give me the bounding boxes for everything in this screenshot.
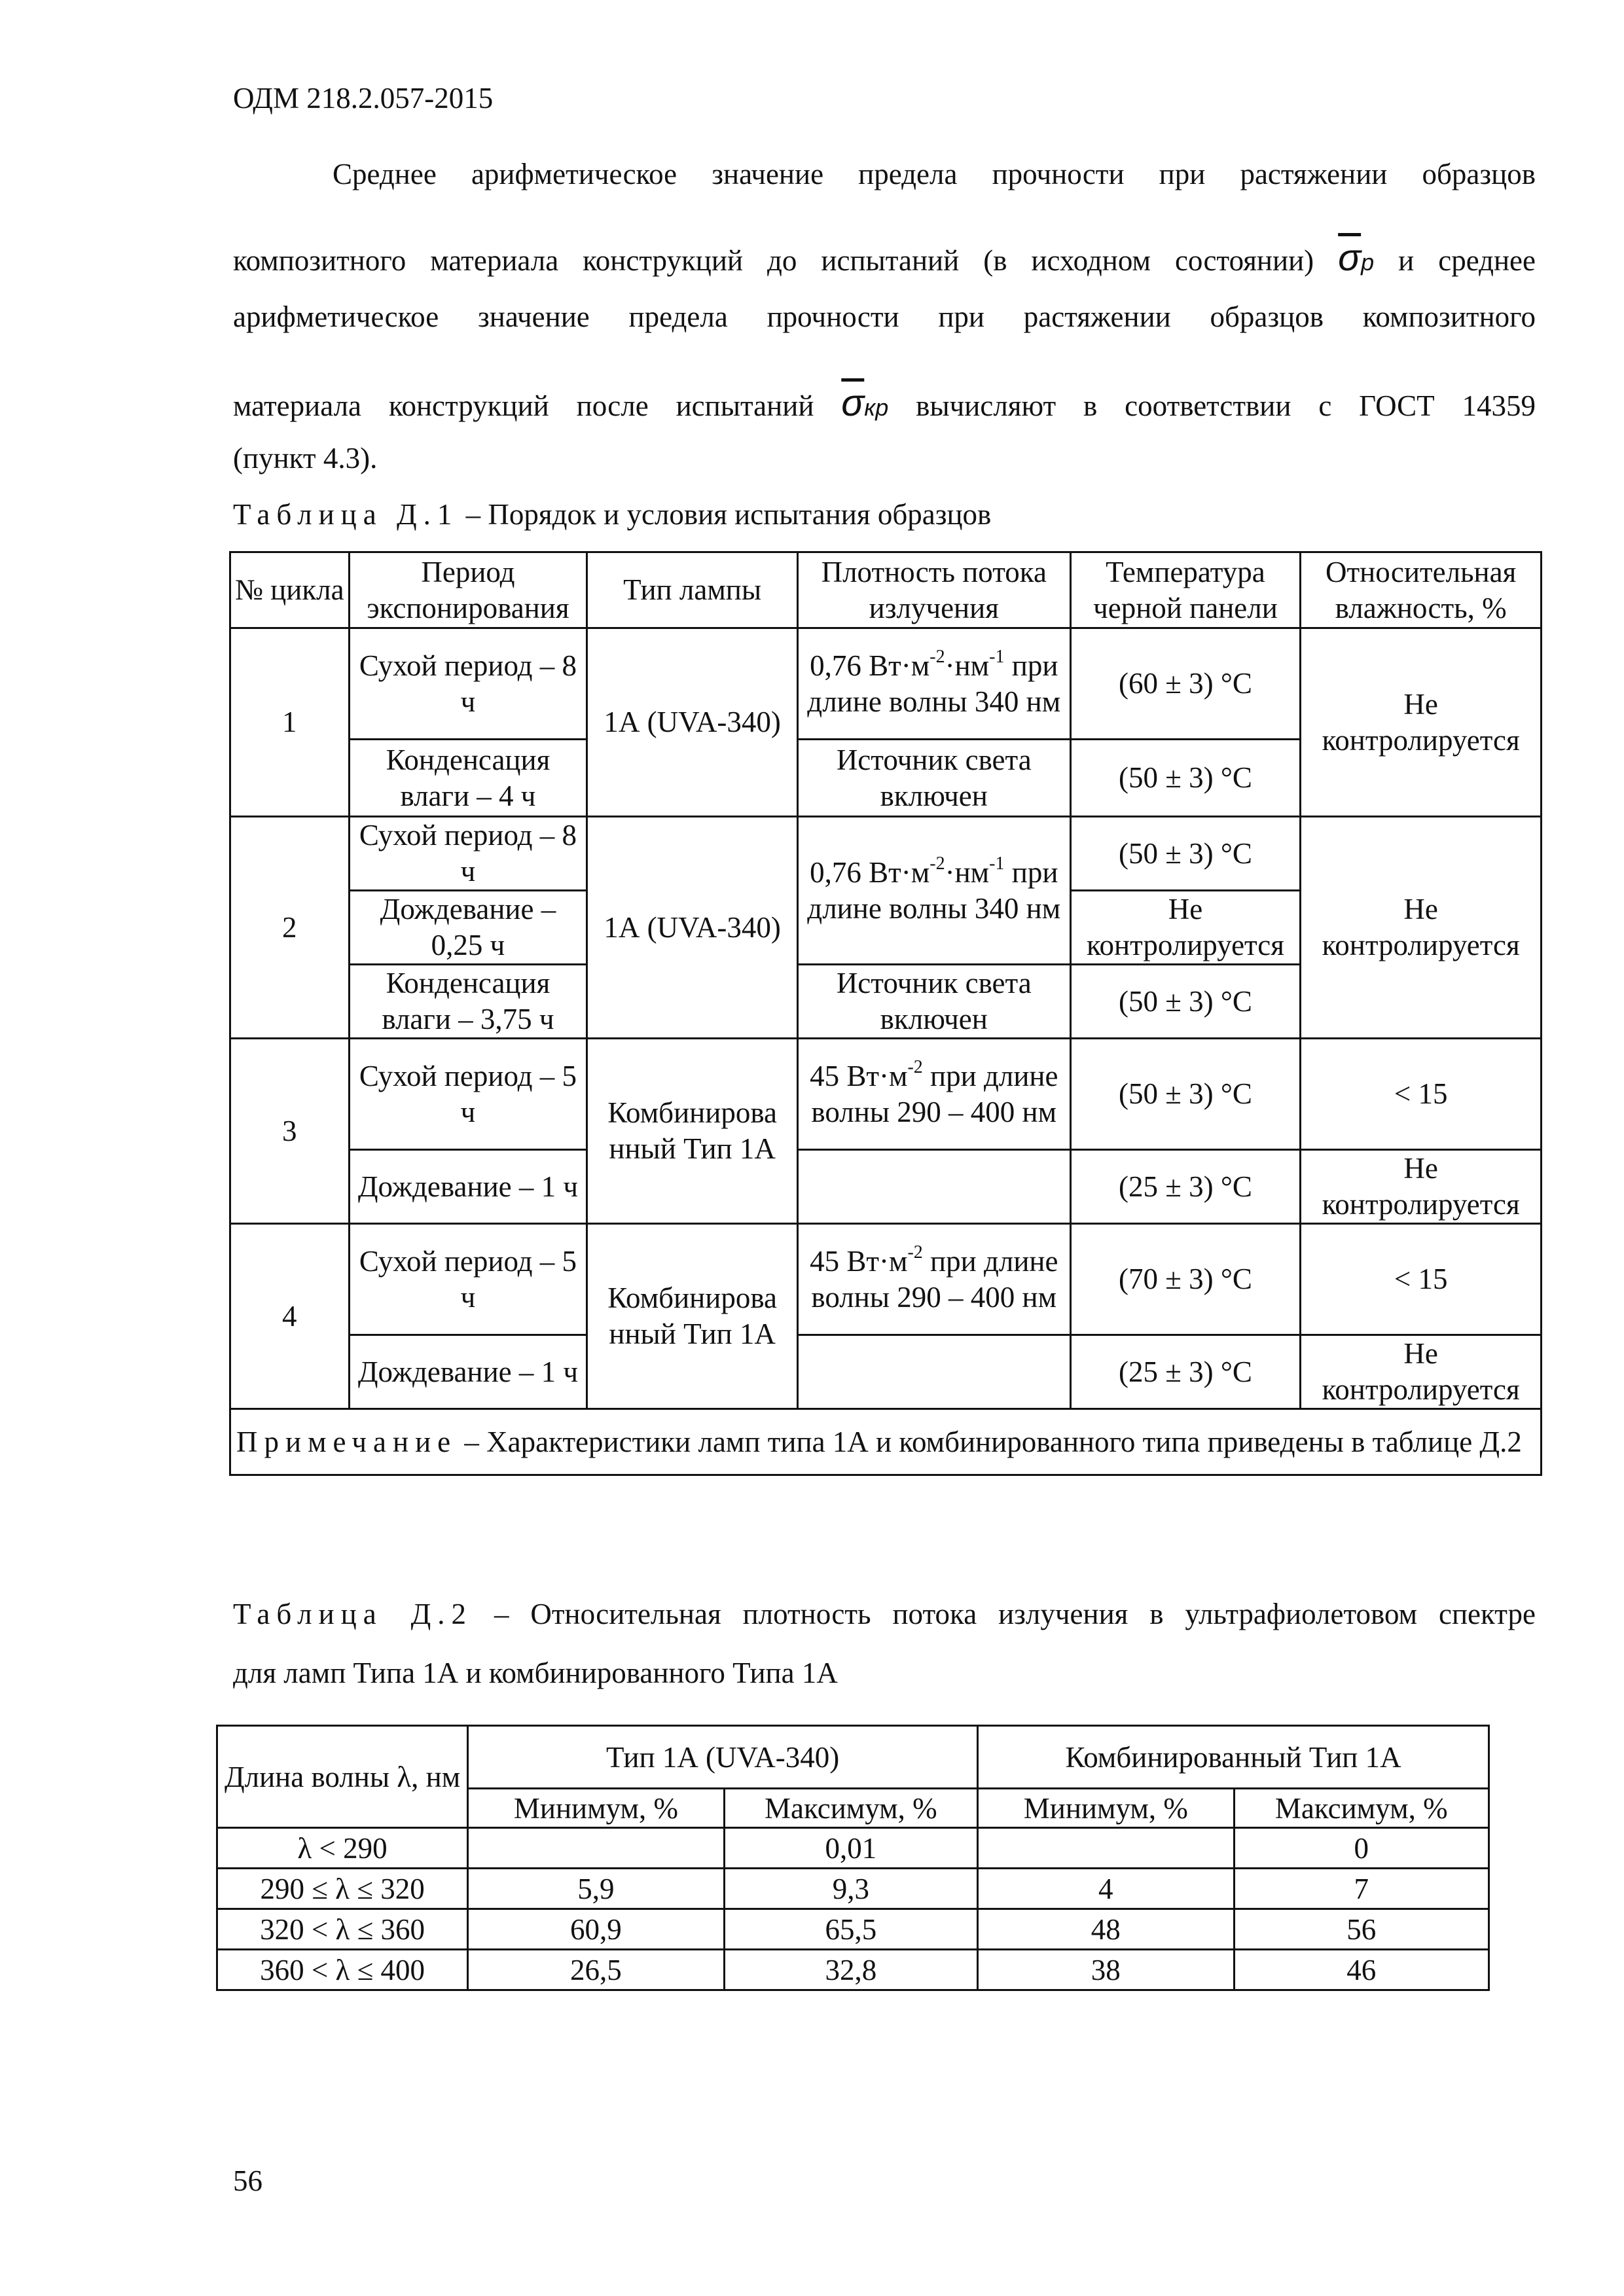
- wavelength-cell: 360 < λ ≤ 400: [217, 1950, 468, 1990]
- flux-cell-empty: [797, 1335, 1070, 1409]
- header-wavelength: Длина волны λ, нм: [217, 1726, 468, 1828]
- sigma-kp-formula: $\overline{\sigma}кр$: [841, 382, 889, 424]
- wavelength-cell: 320 < λ ≤ 360: [217, 1909, 468, 1950]
- table-row: [230, 1150, 1542, 1224]
- table-row: [230, 817, 1542, 891]
- table2-caption-text: – Относительная плотность потока излучения в ультрафиолетовом спектре: [494, 1598, 1536, 1630]
- period-cell: Сухой период – 5 ч: [349, 1039, 587, 1150]
- period-cell: Дождевание – 1 ч: [349, 1150, 587, 1224]
- table-d2: [216, 1725, 1490, 1991]
- value-cell: 26,5: [468, 1950, 724, 1990]
- paragraph-text: вычисляют в соответствии с ГОСТ 14359: [916, 389, 1536, 422]
- header-flux: Плотность потока излучения: [797, 552, 1070, 628]
- wavelength-cell: 290 ≤ λ ≤ 320: [217, 1869, 468, 1909]
- paragraph-line-4: [233, 381, 1536, 425]
- header-max: Максимум, %: [724, 1789, 977, 1828]
- table-row: [230, 1335, 1542, 1409]
- page-number: 56: [233, 2164, 262, 2197]
- value-cell: 48: [978, 1909, 1234, 1950]
- note-text: – Характеристики ламп типа 1А и комбинированного типа приведены в таблице Д.2: [464, 1426, 1522, 1458]
- cycle-number: 1: [230, 628, 350, 817]
- value-cell: 0,01: [724, 1828, 977, 1869]
- period-cell: Сухой период – 8 ч: [349, 628, 587, 740]
- value-cell: 38: [978, 1950, 1234, 1990]
- humidity-cell: < 15: [1301, 1224, 1542, 1335]
- temperature-cell: (50 ± 3) °С: [1070, 965, 1301, 1039]
- temperature-cell: (50 ± 3) °С: [1070, 1039, 1301, 1150]
- period-cell: Дождевание – 1 ч: [349, 1335, 587, 1409]
- humidity-cell: Не контролируется: [1301, 1335, 1542, 1409]
- header-cycle: № цикла: [230, 552, 350, 628]
- table-row: [217, 1869, 1489, 1909]
- value-cell: 60,9: [468, 1909, 724, 1950]
- value-cell: 46: [1234, 1950, 1489, 1990]
- paragraph-text: материала конструкций после испытаний: [233, 389, 814, 422]
- sigma-p-formula: $\overline{\sigma}р$: [1338, 236, 1375, 279]
- note-label: Примечание: [236, 1426, 458, 1458]
- header-humidity: Относительная влажность, %: [1301, 552, 1542, 628]
- temperature-cell: (50 ± 3) °С: [1070, 817, 1301, 891]
- flux-cell: Источник света включен: [797, 965, 1070, 1039]
- paragraph-line-1: [233, 157, 1536, 191]
- flux-cell-empty: [797, 1150, 1070, 1224]
- period-cell: Конденсация влаги – 4 ч: [349, 740, 587, 817]
- value-cell: 7: [1234, 1869, 1489, 1909]
- value-cell: 56: [1234, 1909, 1489, 1950]
- wavelength-cell: λ < 290: [217, 1828, 468, 1869]
- humidity-cell: Не контролируется: [1301, 817, 1542, 1039]
- temperature-cell: (60 ± 3) °С: [1070, 628, 1301, 740]
- flux-cell: 45 $Вт\cdot м^{-2}$ при длине волны 290 – 400 нм: [797, 1039, 1070, 1150]
- table-row: [217, 1950, 1489, 1990]
- table2-caption-line-2: для ламп Типа 1А и комбинированного Типа 1А: [233, 1657, 838, 1689]
- paragraph-text: композитного материала конструкций до испытаний (в исходном состоянии): [233, 244, 1314, 277]
- flux-cell: Источник света включен: [797, 740, 1070, 817]
- lamp-cell: Комбинирова нный Тип 1А: [587, 1039, 798, 1224]
- period-cell: Сухой период – 8 ч: [349, 817, 587, 891]
- humidity-cell: < 15: [1301, 1039, 1542, 1150]
- paragraph-line-5: [233, 441, 1536, 475]
- table-row: [217, 1909, 1489, 1950]
- table-row: [230, 1039, 1542, 1150]
- temperature-cell: (70 ± 3) °С: [1070, 1224, 1301, 1335]
- temperature-cell: Не контролируется: [1070, 891, 1301, 965]
- table-d1: [229, 551, 1542, 1476]
- header-period: Период экспонирования: [349, 552, 587, 628]
- value-cell: 0: [1234, 1828, 1489, 1869]
- lamp-cell: 1А (UVA-340): [587, 817, 798, 1039]
- value-cell: 65,5: [724, 1909, 977, 1950]
- cycle-number: 3: [230, 1039, 350, 1224]
- humidity-cell: Не контролируется: [1301, 628, 1542, 817]
- header-temperature: Температура черной панели: [1070, 552, 1301, 628]
- period-cell: Конденсация влаги – 3,75 ч: [349, 965, 587, 1039]
- period-cell: Дождевание – 0,25 ч: [349, 891, 587, 965]
- table1-note-row: [230, 1409, 1542, 1475]
- cycle-number: 4: [230, 1224, 350, 1409]
- table1-note: [230, 1409, 1542, 1475]
- header-min: Минимум, %: [468, 1789, 724, 1828]
- table-row: [230, 628, 1542, 740]
- cycle-number: 2: [230, 817, 350, 1039]
- humidity-cell: Не контролируется: [1301, 1150, 1542, 1224]
- header-min: Минимум, %: [978, 1789, 1234, 1828]
- paragraph-text: и среднее: [1398, 244, 1536, 277]
- value-cell: 4: [978, 1869, 1234, 1909]
- table1-caption-text: – Порядок и условия испытания образцов: [465, 498, 992, 531]
- value-cell: 32,8: [724, 1950, 977, 1990]
- table1-header-row: [230, 552, 1542, 628]
- table2-caption-line-1: [233, 1597, 1536, 1631]
- temperature-cell: (25 ± 3) °С: [1070, 1335, 1301, 1409]
- table2-header-row: [217, 1726, 1489, 1789]
- header-type-1a: Тип 1А (UVA-340): [468, 1726, 978, 1789]
- header-max: Максимум, %: [1234, 1789, 1489, 1828]
- table-row: [230, 1224, 1542, 1335]
- table2-caption-label: Таблица Д.2: [233, 1598, 473, 1630]
- flux-cell: 45 $Вт\cdot м^{-2}$ при длине волны 290 – 400 нм: [797, 1224, 1070, 1335]
- paragraph-line-2: [233, 236, 1536, 279]
- temperature-cell: (25 ± 3) °С: [1070, 1150, 1301, 1224]
- value-cell: [978, 1828, 1234, 1869]
- value-cell: [468, 1828, 724, 1869]
- flux-cell: 0,76 $Вт\cdot м^{-2}\cdot нм^{-1}$ при длине волны 340 нм: [797, 628, 1070, 740]
- table1-caption: [233, 497, 991, 531]
- header-lamp: Тип лампы: [587, 552, 798, 628]
- period-cell: Сухой период – 5 ч: [349, 1224, 587, 1335]
- value-cell: 5,9: [468, 1869, 724, 1909]
- paragraph-text: (пункт 4.3).: [233, 442, 378, 475]
- lamp-cell: 1А (UVA-340): [587, 628, 798, 817]
- paragraph-line-3: [233, 300, 1536, 334]
- flux-cell: 0,76 $Вт\cdot м^{-2}\cdot нм^{-1}$ при длине волны 340 нм: [797, 817, 1070, 965]
- paragraph-text: Среднее арифметическое значение предела прочности при растяжении образцов: [333, 158, 1536, 190]
- table-row: [217, 1828, 1489, 1869]
- temperature-cell: (50 ± 3) °С: [1070, 740, 1301, 817]
- lamp-cell: Комбинирова нный Тип 1А: [587, 1224, 798, 1409]
- paragraph-text: арифметическое значение предела прочности при растяжении образцов композитного: [233, 300, 1536, 333]
- table1-caption-label: Таблица Д.1: [233, 498, 459, 531]
- value-cell: 9,3: [724, 1869, 977, 1909]
- document-code: ОДМ 218.2.057-2015: [233, 82, 494, 115]
- header-combined-type: Комбинированный Тип 1А: [978, 1726, 1489, 1789]
